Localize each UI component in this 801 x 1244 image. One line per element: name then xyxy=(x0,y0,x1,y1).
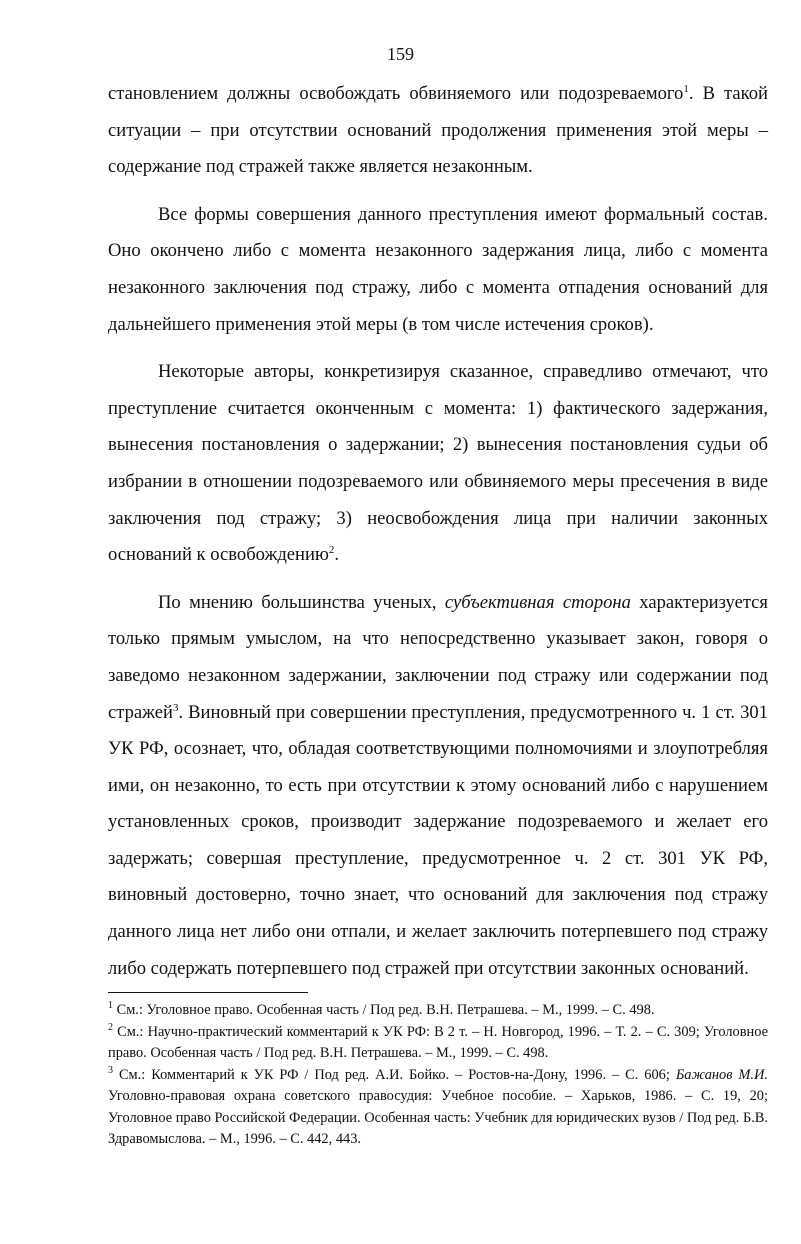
paragraph-4-text-a: По мнению большинства ученых, xyxy=(158,591,445,613)
paragraph-4-text-b: характеризуется только прямым умыслом, на что непосредственно указывает закон, говоря о заведомо незаконном задержании, заключении под стражу или содержании под стражей xyxy=(108,591,768,723)
footnote-2-mark: 2 xyxy=(108,1021,113,1033)
footnote-1 xyxy=(108,1000,768,1022)
paragraph-4-italic-term: субъективная сторона xyxy=(444,591,631,613)
footnote-2-text: См.: Научно-практический комментарий к УК РФ: В 2 т. – Н. Новгород, 1996. – Т. 2. – С. 309; Уголовное право. Особенная часть / Под ред. В.Н. Петрашева. – М., 1999. – С. 498. xyxy=(108,1023,768,1061)
paragraph-2: Все формы совершения данного преступления имеют формальный состав. Оно окончено либо с момента незаконного задержания лица, либо с момента незаконного заключения под стражу, либо с момента отпадения оснований для дальнейшего применения этой меры (в том числе истечения сроков). xyxy=(108,203,768,335)
paragraph-1 xyxy=(108,76,768,186)
footnote-3-mark: 3 xyxy=(108,1064,113,1076)
main-text xyxy=(108,76,768,998)
paragraph-1-text-b: . В такой ситуации – при отсутствии оснований продолжения применения этой меры – содержание под стражей также является незаконным. xyxy=(108,83,768,178)
footnote-1-mark: 1 xyxy=(108,1000,113,1012)
footnote-ref-3: 3 xyxy=(172,701,179,714)
footnotes xyxy=(108,1000,768,1151)
page-number: 159 xyxy=(387,44,414,64)
paragraph-3-text-a: Некоторые авторы, конкретизируя сказанное, справедливо отмечают, что преступление считается оконченным с момента: 1) фактического задержания, вынесения постановления о задержании; 2) вынесения постановления судьи об избрании в отношении подозреваемого или обвиняемого меры пресечения в виде заключения под стражу; 3) неосвобождения лица при наличии законных оснований к освобождению xyxy=(108,361,768,566)
paragraph-4 xyxy=(108,585,768,988)
paragraph-3 xyxy=(108,354,768,574)
paragraph-3-text-b: . xyxy=(334,544,339,566)
paragraph-1-text-a: становлением должны освобождать обвиняемого или подозреваемого xyxy=(108,83,684,104)
footnote-3-text-b: Уголовно-правовая охрана советского правосудия: Учебное пособие. – Харьков, 1986. – С. 19, 20; Уголовное право Российской Федерации. Особенная часть: Учебник для юридических вузов / Под ред. Б.В. Здравомыслова. – М., 1996. – С. 442, 443. xyxy=(108,1088,768,1147)
footnote-ref-1: 1 xyxy=(683,82,689,95)
footnote-3 xyxy=(108,1065,768,1151)
footnote-separator xyxy=(108,992,308,993)
footnote-3-italic-author: Бажанов М.И. xyxy=(675,1066,768,1083)
footnote-2 xyxy=(108,1022,768,1065)
footnote-1-text: См.: Уголовное право. Особенная часть / Под ред. В.Н. Петрашева. – М., 1999. – С. 498. xyxy=(113,1002,655,1018)
paragraph-4-text-c: . Виновный при совершении преступления, предусмотренного ч. 1 ст. 301 УК РФ, осознает, что, обладая соответствующими полномочиями и злоупотребляя ими, он незаконно, то есть при отсутствии к этому оснований либо с нарушением установленных сроков, производит задержание подозреваемого и желает его задержать; совершая преступление, предусмотренное ч. 2 ст. 301 УК РФ, виновный достоверно, точно знает, что оснований для заключения под стражу данного лица нет либо они отпали, и желает заключить потерпевшего под стражу либо содержать потерпевшего под стражей при отсутствии законных оснований. xyxy=(108,701,768,979)
footnote-3-text-a: См.: Комментарий к УК РФ / Под ред. А.И. Бойко. – Ростов-на-Дону, 1996. – С. 606; xyxy=(113,1066,676,1083)
footnote-ref-2: 2 xyxy=(328,543,335,556)
